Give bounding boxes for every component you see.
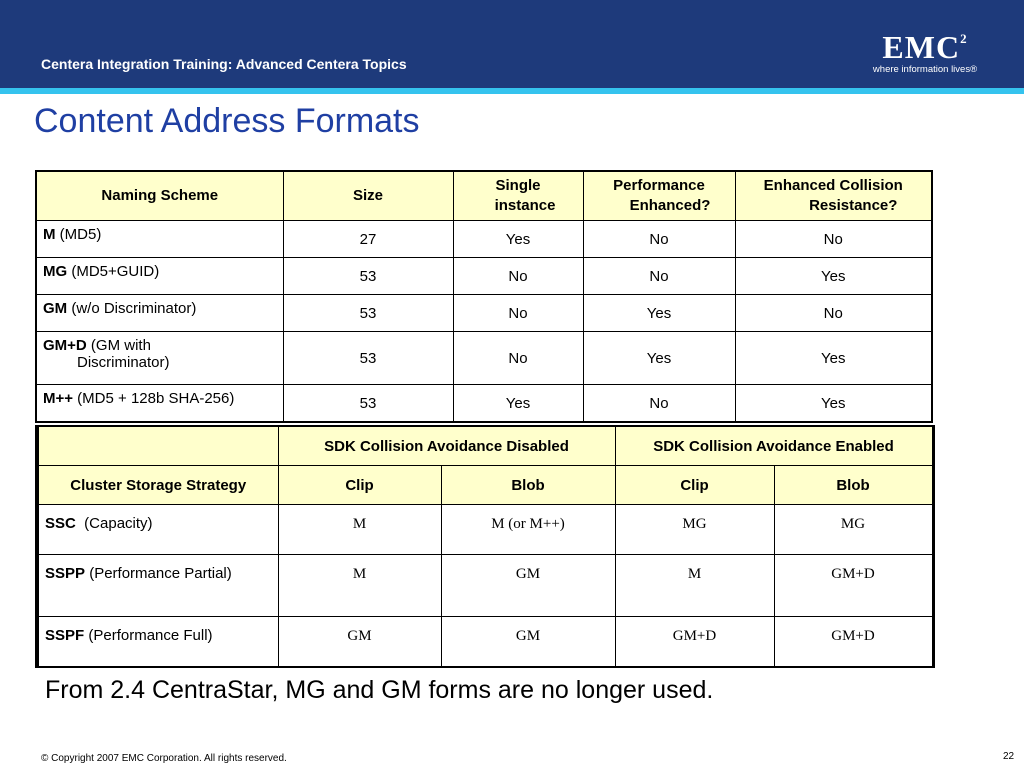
size-cell: 27 [283,221,453,258]
size-cell: 53 [283,385,453,423]
scheme-code: GM [43,300,68,317]
disabled-clip-cell: GM [278,617,441,668]
table-row [36,332,932,385]
header-size: Size [283,171,453,221]
header-single-instance [453,171,583,221]
header-enabled-clip: Clip [615,466,774,505]
empty-header-cell [37,426,278,466]
scheme-code: M [43,226,56,243]
course-title: Centera Integration Training: Advanced Centera Topics [41,56,407,72]
logo-superscript: 2 [960,31,968,46]
performance-cell: No [583,221,735,258]
table-row [36,295,932,332]
table-row [36,258,932,295]
size-cell: 53 [283,258,453,295]
naming-scheme-cell [36,258,283,295]
strategy-cell [37,555,278,617]
table-header-row [36,171,932,221]
naming-scheme-cell [36,332,283,385]
table-row [36,385,932,423]
storage-strategy-table [35,425,935,668]
single-instance-cell: No [453,258,583,295]
scheme-description: (w/o Discriminator) [67,300,197,317]
footnote-text: From 2.4 CentraStar, MG and GM forms are no longer used. [45,676,714,704]
scheme-description: (GM with [86,337,151,354]
header-collision-line1: Enhanced Collision [763,177,903,194]
scheme-code: M++ [43,390,74,407]
collision-cell: No [735,295,932,332]
enabled-blob-cell: GM+D [774,617,933,668]
logo-tagline-mark: ® [970,64,978,75]
strategy-description: (Performance Full) [84,627,213,644]
scheme-description: (MD5) [55,226,102,243]
header-collision-avoidance-disabled: SDK Collision Avoidance Disabled [278,426,615,466]
header-single-instance-line1: Single [495,177,541,194]
single-instance-cell: Yes [453,385,583,423]
group-header-row [37,426,933,466]
table-row [37,555,933,617]
table-row [37,617,933,668]
strategy-cell [37,505,278,555]
size-cell: 53 [283,332,453,385]
enabled-blob-cell: GM+D [774,555,933,617]
logo-mark: EMC [882,29,961,65]
performance-cell: No [583,385,735,423]
size-cell: 53 [283,295,453,332]
performance-cell: Yes [583,295,735,332]
collision-cell: Yes [735,332,932,385]
collision-cell: No [735,221,932,258]
enabled-blob-cell: MG [774,505,933,555]
scheme-description: (MD5 + 128b SHA-256) [73,390,235,407]
scheme-description: (MD5+GUID) [67,263,160,280]
scheme-code: MG [43,263,68,280]
header-disabled-clip: Clip [278,466,441,505]
disabled-blob-cell: GM [441,555,615,617]
table-row [36,221,932,258]
single-instance-cell: No [453,332,583,385]
naming-scheme-cell [36,295,283,332]
header-performance-line2: Enhanced? [629,197,711,214]
header-enabled-blob: Blob [774,466,933,505]
strategy-code: SSPF [45,627,85,644]
page-title: Content Address Formats [34,102,420,140]
collision-cell: Yes [735,258,932,295]
header-collision-resistance [735,171,932,221]
disabled-blob-cell: GM [441,617,615,668]
single-instance-cell: Yes [453,221,583,258]
single-instance-cell: No [453,295,583,332]
header-single-instance-line2: instance [494,197,556,214]
scheme-code: GM+D [43,337,87,354]
strategy-cell [37,617,278,668]
header-naming-scheme: Naming Scheme [36,171,283,221]
header-disabled-blob: Blob [441,466,615,505]
performance-cell: Yes [583,332,735,385]
copyright-notice: © Copyright 2007 EMC Corporation. All rights reserved. [41,753,287,764]
performance-cell: No [583,258,735,295]
enabled-clip-cell: MG [615,505,774,555]
column-header-row [37,466,933,505]
enabled-clip-cell: GM+D [615,617,774,668]
header-performance-line1: Performance [613,177,705,194]
strategy-code: SSPP [45,565,86,582]
enabled-clip-cell: M [615,555,774,617]
strategy-description: (Performance Partial) [85,565,232,582]
header-collision-avoidance-enabled: SDK Collision Avoidance Enabled [615,426,933,466]
disabled-blob-cell: M (or M++) [441,505,615,555]
collision-cell: Yes [735,385,932,423]
strategy-code: SSC [45,515,76,532]
emc-logo [864,22,986,75]
disabled-clip-cell: M [278,555,441,617]
header-cluster-storage-strategy: Cluster Storage Strategy [37,466,278,505]
table-row [37,505,933,555]
disabled-clip-cell: M [278,505,441,555]
header-collision-line2: Resistance? [809,197,898,214]
strategy-description: (Capacity) [75,515,153,532]
header-performance-enhanced [583,171,735,221]
logo-tagline: where information lives [872,64,971,75]
naming-scheme-cell [36,385,283,423]
naming-scheme-cell [36,221,283,258]
header-accent-rule [0,88,1024,94]
address-formats-table [35,170,933,423]
scheme-description-continued: Discriminator) [77,354,170,371]
page-number: 22 [1003,751,1015,762]
